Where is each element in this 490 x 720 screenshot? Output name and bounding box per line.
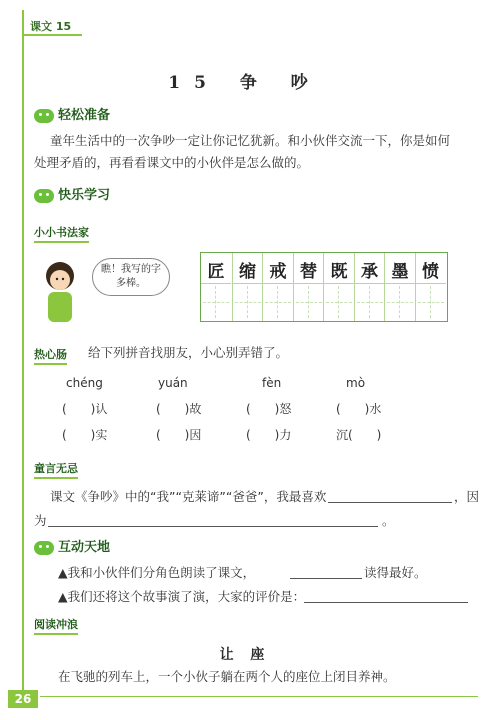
section-learn-heading: 快乐学习 bbox=[58, 188, 111, 203]
interact-item1: ▲我和小伙伴们分角色朗读了课文， bbox=[58, 565, 256, 580]
smile-icon bbox=[34, 541, 54, 555]
reading-tag: 阅读冲浪 bbox=[34, 616, 78, 635]
blank-r1-2[interactable]: ( )故 bbox=[156, 402, 202, 416]
blank-r2-2[interactable]: ( )因 bbox=[156, 428, 202, 442]
answer-line-4[interactable] bbox=[304, 602, 468, 603]
innocent-line2-end: 。 bbox=[382, 513, 395, 528]
grid-character: 戒 bbox=[269, 262, 287, 282]
section-prep bbox=[34, 104, 110, 123]
prep-text-2: 处理矛盾的，再看看课文中的小伙伴是怎么做的。 bbox=[34, 155, 310, 170]
margin-rule bbox=[22, 10, 24, 690]
grid-cell bbox=[415, 253, 446, 321]
grid-guide-line bbox=[233, 283, 263, 284]
grid-character: 墨 bbox=[391, 262, 409, 282]
speech-bubble: 瞧！我写的字多棒。 bbox=[92, 258, 170, 296]
grid-cell bbox=[232, 253, 263, 321]
section-learn bbox=[34, 184, 110, 203]
grid-guide-line bbox=[294, 283, 324, 284]
girl-illustration bbox=[40, 258, 80, 330]
interact-item2: ▲我们还将这个故事演了演，大家的评价是： bbox=[58, 589, 306, 604]
innocent-line1: 课文《争吵》中的“我”“克莱谛”“爸爸”，我最喜欢 bbox=[50, 489, 327, 504]
grid-character: 匠 bbox=[207, 262, 225, 282]
smile-icon bbox=[34, 109, 54, 123]
grid-cell bbox=[262, 253, 293, 321]
blank-r2-4[interactable]: 沉( ) bbox=[336, 428, 382, 442]
grid-guide-line bbox=[387, 302, 413, 303]
blank-r1-3[interactable]: ( )怒 bbox=[246, 402, 292, 416]
writing-grid bbox=[200, 252, 448, 322]
story-title: 让 座 bbox=[219, 647, 271, 663]
grid-cell bbox=[201, 253, 231, 321]
blank-r1-4[interactable]: ( )水 bbox=[336, 402, 382, 416]
grid-guide-line bbox=[235, 302, 261, 303]
prep-text-1: 童年生活中的一次争吵一定让你记忆犹新。和小伙伴交流一下，你是如何 bbox=[50, 133, 451, 148]
section-prep-heading: 轻松准备 bbox=[58, 108, 111, 123]
grid-guide-line bbox=[385, 283, 415, 284]
story-text: 在飞驰的列车上，一个小伙子躺在两个人的座位上闭目养神。 bbox=[58, 669, 396, 684]
grid-cell bbox=[293, 253, 324, 321]
grid-cell bbox=[354, 253, 385, 321]
pinyin-tag: 热心肠 bbox=[34, 346, 67, 365]
blank-r2-1[interactable]: ( )实 bbox=[62, 428, 108, 442]
bottom-rule bbox=[40, 696, 478, 697]
section-interact-heading: 互动天地 bbox=[58, 540, 111, 555]
grid-character: 愤 bbox=[422, 262, 439, 282]
grid-cell bbox=[384, 253, 415, 321]
calligraphy-tag: 小小书法家 bbox=[34, 224, 89, 243]
blank-r1-1[interactable]: ( )认 bbox=[62, 402, 108, 416]
interact-item1-end: 读得最好。 bbox=[364, 565, 427, 580]
grid-guide-line bbox=[416, 283, 446, 284]
grid-character: 缩 bbox=[239, 262, 256, 282]
grid-guide-line bbox=[324, 283, 354, 284]
grid-guide-line bbox=[357, 302, 383, 303]
blank-r2-3[interactable]: ( )力 bbox=[246, 428, 292, 442]
grid-guide-line bbox=[296, 302, 322, 303]
header-rule bbox=[22, 34, 82, 36]
grid-character: 承 bbox=[361, 262, 378, 282]
page-title: 15 争 吵 bbox=[168, 73, 322, 93]
grid-guide-line bbox=[418, 302, 444, 303]
syllable-1: chéng bbox=[66, 376, 103, 390]
grid-guide-line bbox=[355, 283, 385, 284]
answer-line-3[interactable] bbox=[290, 578, 362, 579]
grid-guide-line bbox=[326, 302, 352, 303]
innocent-line1-end: ，因 bbox=[454, 489, 480, 504]
syllable-4: mò bbox=[346, 376, 366, 390]
grid-guide-line bbox=[263, 283, 293, 284]
grid-character: 既 bbox=[330, 262, 348, 282]
grid-character: 替 bbox=[300, 262, 317, 282]
innocent-line2: 为 bbox=[34, 513, 47, 528]
section-interact bbox=[34, 536, 110, 555]
pinyin-instruction: 给下列拼音找朋友，小心别弄错了。 bbox=[88, 345, 289, 360]
answer-line-1[interactable] bbox=[328, 502, 452, 503]
syllable-2: yuán bbox=[158, 376, 188, 390]
grid-guide-line bbox=[265, 302, 291, 303]
innocent-tag: 童言无忌 bbox=[34, 460, 78, 479]
answer-line-2[interactable] bbox=[48, 526, 378, 527]
grid-guide-line bbox=[203, 302, 229, 303]
page-number: 26 bbox=[8, 690, 38, 708]
syllable-3: fèn bbox=[262, 376, 282, 390]
lesson-label: 课文 15 bbox=[30, 20, 72, 33]
grid-cell bbox=[323, 253, 354, 321]
grid-guide-line bbox=[201, 283, 231, 284]
chat-icon bbox=[34, 189, 54, 203]
